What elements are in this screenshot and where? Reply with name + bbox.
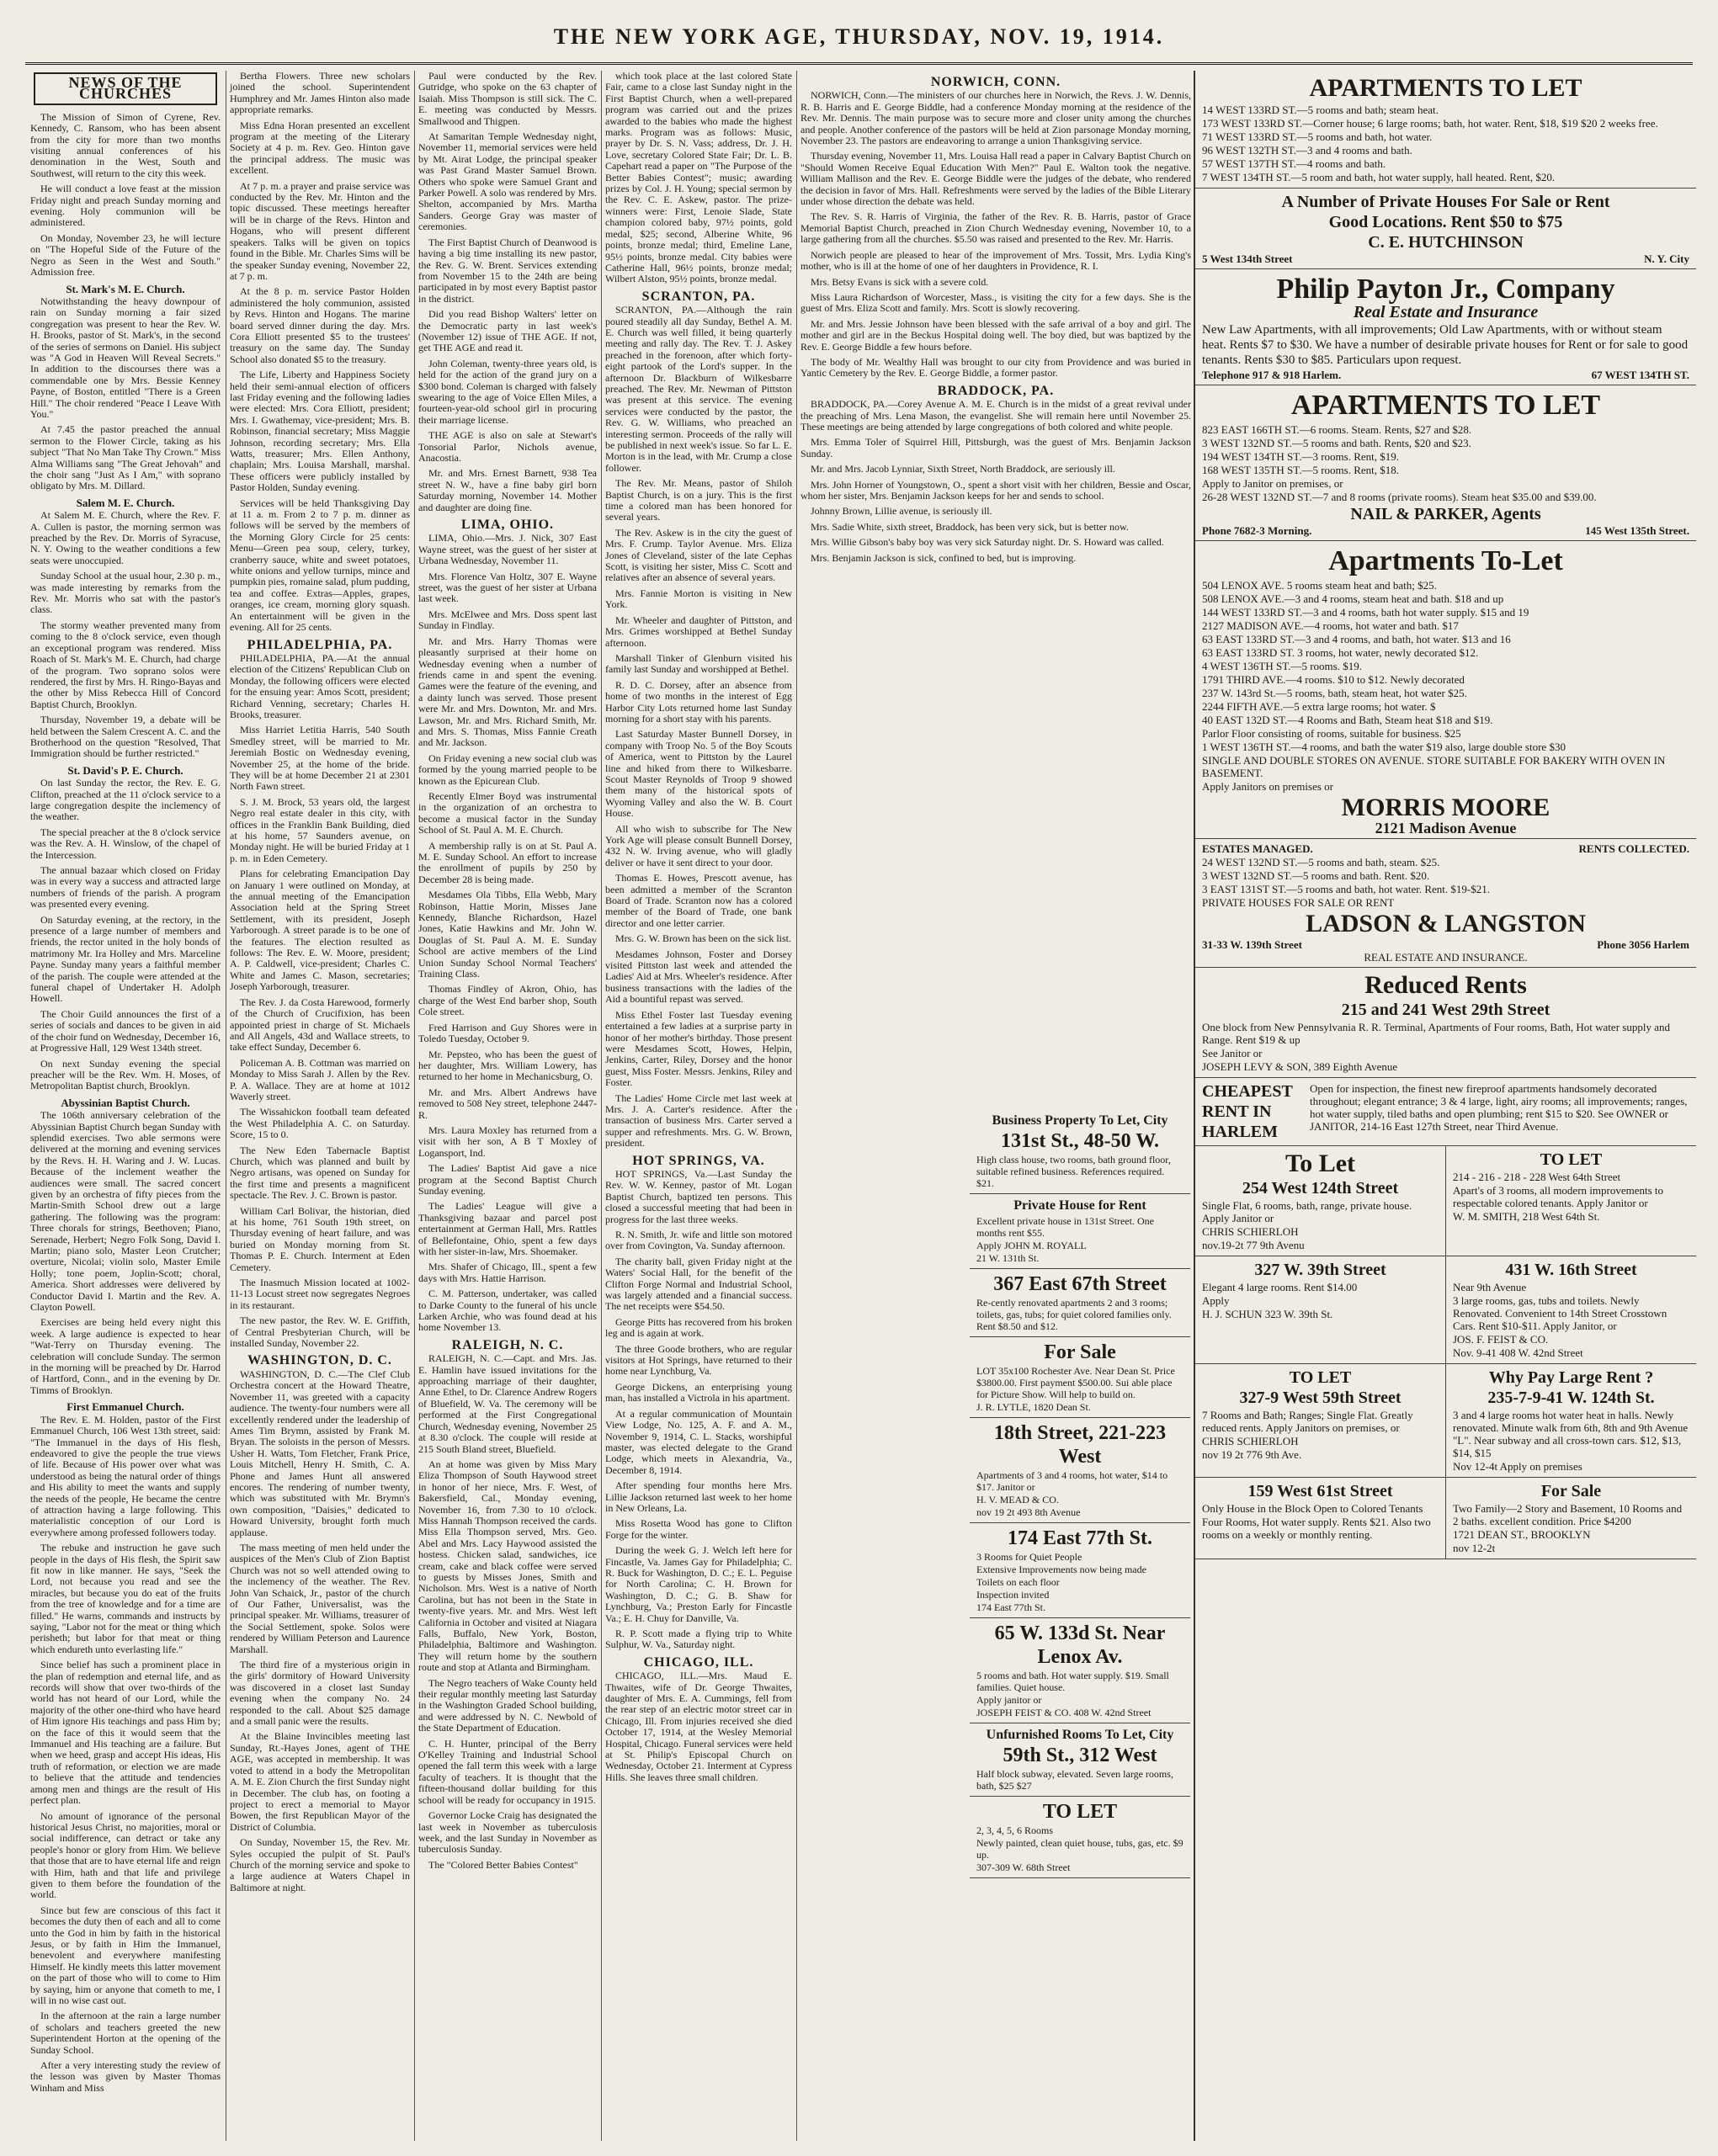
- article-paragraph: R. N. Smith, Jr. wife and little son motored over from Covington, Va. Sunday afternoon.: [605, 1229, 792, 1252]
- article-paragraph: The Inasmuch Mission located at 1002-11-13 Locust street now segregates Negroes in its restaurant.: [230, 1277, 410, 1311]
- ad-line: Single Flat, 6 rooms, bath, range, private house. Apply Janitor or: [1202, 1199, 1412, 1224]
- article-paragraph: Miss Rosetta Wood has gone to Clifton Forge for the winter.: [605, 1517, 792, 1541]
- article-paragraph: Mesdames Johnson, Foster and Dorsey visited Pittston last week and attended the Ladies' Aid at Mrs. Wheeler's residence. After business transactions with the ladies of the Aid a bountiful repast was served.: [605, 948, 792, 1006]
- article-paragraph: All who wish to subscribe for The New York Age will please consult Bunnell Dorsey, 432 N. W. Irving avenue, who will gladly deliver or have it sent direct to your door.: [605, 822, 792, 868]
- ad-line: J. R. LYTLE, 1820 Dean St.: [976, 1401, 1091, 1413]
- ad-title: For Sale: [1044, 1341, 1116, 1363]
- article-paragraph: Miss Laura Richardson of Worcester, Mass., is visiting the city for a few days. She is the guest of Mrs. Eliza Scott and family. Mrs. Scott is slowly recovering.: [800, 290, 1191, 315]
- article-paragraph: Mrs. Benjamin Jackson is sick, confined to bed, but is improving.: [811, 551, 1077, 564]
- article-heading: WASHINGTON, D. C.: [247, 1353, 392, 1368]
- ad-heading: Business Property To Let, City: [992, 1113, 1168, 1128]
- ad-line: 144 WEST 133RD ST.—3 and 4 rooms, bath hot water supply. $15 and 19: [1202, 606, 1529, 619]
- ad-line: Apply JOHN M. ROYALL: [976, 1240, 1087, 1251]
- masthead-text: THE NEW YORK AGE, THURSDAY, NOV. 19, 1914.: [553, 24, 1165, 49]
- classified-ad: [970, 1109, 1190, 1194]
- ad-line: 1721 DEAN ST., BROOKLYN: [1453, 1528, 1591, 1541]
- article-heading: RALEIGH, N. C.: [451, 1337, 564, 1352]
- article-paragraph: At a regular communication of Mountain View Lodge, No. 125, A. F. and A. M., November 9, 1914, C. L. Stacks, worshipful master, was elected delegate to the Grand Lodge, which meets in Alexandria, Va., December 8, 1914.: [605, 1407, 792, 1476]
- ad-line: 7 WEST 134TH ST.—5 room and bath, hot water supply, hall heated. Rent, $20.: [1202, 171, 1556, 183]
- ad-line: Open for inspection, the finest new fireproof apartments handsomely decorated throughout; elegant entrance; 3 & 4 large, light, airy rooms; all improvements; ranges, hot water supply, tiled baths and open plumbing; rent $15 to $20. See OWNER or JANITOR, 214-16 East 127th Street, near Third Avenue.: [1310, 1082, 1688, 1133]
- ad-line: CHRIS SCHIERLOH: [1202, 1435, 1299, 1447]
- article-paragraph: At Samaritan Temple Wednesday night, November 11, memorial services were held by Mt. Airat Lodge, the principal speaker was Past Grand Master Samuel Brown. Others who spoke were Samuel Grant and Parker Powell. A solo was rendered by Mrs. Shelton, accompanied by Mrs. Martha Sanders. George Gray was master of ceremonies.: [418, 130, 597, 233]
- ad-line: High class house, two rooms, bath ground floor, suitable refined business. References required. $21.: [976, 1154, 1171, 1189]
- article-paragraph: No amount of ignorance of the personal historical Jesus Christ, no majorities, moral or social indifference, can detract or take any people's honor or glory from Him. We believe that those that are to have eternal life and reign with Him, hath and that life and privilege given to them before the foundation of the world.: [30, 1809, 221, 1901]
- article-paragraph: At the 8 p. m. service Pastor Holden administered the holy communion, assisted by Revs. Hinton and Hogans. The marine board served dinner during the day. Mrs. Cora Elliott presented $5 to the trustees' treasury on the same day. The Sunday School also donated $5 to the treasury.: [230, 285, 410, 365]
- article-paragraph: Marshall Tinker of Glenburn visited his family last Sunday and worshipped at Bethel.: [605, 651, 792, 676]
- article-paragraph: Recently Elmer Boyd was instrumental in the organization of an orchestra to become a musical factor in the Sunday School of St. Paul A. M. E. Church.: [418, 789, 597, 836]
- article-paragraph: The new pastor, the Rev. W. E. Griffith, of Central Presbyterian Church, will be installed Sunday, November 22.: [230, 1314, 410, 1350]
- article-paragraph: The Ladies' League will give a Thanksgiving bazaar and parcel post entertainment at German Hall, Mrs. Rattles of Bellefontaine, Ohio, spent a few days with her sister-in-law, Mrs. Shoemaker.: [418, 1200, 597, 1257]
- column-4: [601, 71, 795, 2141]
- ad-line: 5 rooms and bath. Hot water supply. $19. Small families. Quiet house.: [976, 1670, 1169, 1693]
- article-paragraph: Mr. and Mrs. Jessie Johnson have been blessed with the safe arrival of a boy and girl. The mother and girl are in the Beckus Hospital doing well. The boy died, but was baptized by the Rev. E. George Biddle a few hours before.: [800, 317, 1191, 353]
- ad-line: JOS. F. FEIST & CO.: [1453, 1333, 1549, 1346]
- classified-ad: [970, 1523, 1190, 1618]
- ad-line: 24 WEST 132ND ST.—5 rooms and bath, steam. $25.: [1202, 856, 1440, 868]
- article-heading: LIMA, OHIO.: [460, 518, 555, 533]
- ad-line: 71 WEST 133RD ST.—5 rooms and bath, hot water.: [1202, 130, 1433, 143]
- ad-line: PRIVATE HOUSES FOR SALE OR RENT: [1202, 896, 1395, 909]
- article-paragraph: Mrs. Emma Toler of Squirrel Hill, Pittsburgh, was the guest of Mrs. Benjamin Jackson Sunday.: [800, 436, 1191, 459]
- ad-title: 18th Street, 221-223 West: [993, 1422, 1167, 1468]
- article-paragraph: Mr. and Mrs. Ernest Barnett, 938 Tea street N. W., have a fine baby girl born Saturday morning, November 14. Mother and daughter are doing fine.: [418, 467, 597, 513]
- ad-line: Inspection invited: [976, 1589, 1050, 1601]
- ad-line: 2, 3, 4, 5, 6 Rooms: [976, 1824, 1054, 1836]
- ad-line: Apartments of 3 and 4 rooms, hot water, $14 to $17. Janitor or: [976, 1469, 1168, 1493]
- article-paragraph: The special preacher at the 8 o'clock service was the Rev. A. H. Winslow, of the chapel of the Intercession.: [30, 826, 221, 861]
- ad-heading: Private House for Rent: [1013, 1198, 1146, 1213]
- article-paragraph: In the afternoon at the rain a large number of scholars and teachers greeted the new Superintendent Horton at the opening of the Sunday School.: [30, 2010, 221, 2056]
- ad-title: 59th St., 312 West: [1003, 1744, 1157, 1766]
- reduced-rents-ad: Reduced Rents 215 and 241 West 29th Street One block from New Pennsylvania R. R. Terminal, Apartments of Four rooms, Bath, Hot water supply and Range. Rent $19 & up See Janitor or JOSEPH LEVY & SON, 389 Eighth Avenue: [1195, 968, 1696, 1078]
- article-paragraph: S. J. M. Brock, 53 years old, the largest Negro real estate dealer in this city, with offices in the Franklin Bank Building, died at his home, 57 Saunders avenue, on Monday night. He will be buried Friday at 1 p. m. in Eden Cemetery.: [230, 795, 410, 864]
- ad-title: 131st St., 48-50 W.: [1000, 1130, 1160, 1152]
- article-heading: First Emmanuel Church.: [66, 1400, 184, 1414]
- ad-line: 21 W. 131th St.: [976, 1252, 1040, 1264]
- article-paragraph: Thursday evening, November 11, Mrs. Louisa Hall read a paper in Calvary Baptist Church on "Should Women Receive Equal Education With Men?" Paul E. Walton took the negative. William Mallison and the Rev. E. George Biddle were the judges of the debate, who rendered the decision in favor of Mrs. Hall. Refreshments were served by the ladies of the Bible Literary under whose direction the debate was held.: [800, 150, 1191, 208]
- ad-line: 57 WEST 137TH ST.—4 rooms and bath.: [1202, 157, 1386, 170]
- ad-line: 194 WEST 134TH ST.—3 rooms. Rent, $19.: [1202, 450, 1399, 463]
- article-paragraph: The First Baptist Church of Deanwood is having a big time installing its new pastor, the Rev. G. W. Brent. Services extending from November 15 to the 24th are being participated in by most every Baptist pastor in the district.: [418, 236, 597, 305]
- article-heading: Salem M. E. Church.: [76, 496, 175, 509]
- article-heading: SCRANTON, PA.: [641, 289, 756, 304]
- ad-line: 3 large rooms, gas, tubs and toilets. Newly Renovated. Convenient to 14th Street Crosstown Cars. Rent $10-$11. Apply Janitor, or: [1453, 1294, 1667, 1332]
- article-paragraph: The "Colored Better Babies Contest": [428, 1858, 578, 1871]
- article-paragraph: The New Eden Tabernacle Baptist Church, which was planned and built by Negro artisans, was opened on Sunday for the first time and presents a magnificent spectacle. The Rev. J. C. Brown is pastor.: [230, 1144, 410, 1202]
- article-paragraph: At the Blaine Invincibles meeting last Sunday, Rt.-Hayes Jones, agent of THE AGE, was accepted in membership. It was voted to attend in a body the Metropolitan A. M. E. Zion Church the first Sunday night in December. The club has, on footing a project to erect a memorial to Mayor Bowen, the first Republican Mayor of the District of Columbia.: [230, 1730, 410, 1833]
- news-of-the-churches-heading: NEWS OF THE CHURCHES: [34, 72, 217, 105]
- ladson-langston-ad: ESTATES MANAGED. RENTS COLLECTED. 24 WEST 132ND ST.—5 rooms and bath, steam. $25. 3 WEST 132ND ST.—5 rooms and bath. Rent. $20. 3 EAST 131ST ST.—5 rooms and bath, hot water. Rent. $19-$21. PRIVATE HOUSES FOR SALE OR RENT LADSON & LANGSTON 31-33 W. 139th Street Phone 3056 Harlem REAL ESTATE AND INSURANCE.: [1195, 839, 1696, 968]
- article-paragraph: Services will be held Thanksgiving Day at 11 a. m. From 2 to 7 p. m. dinner as follows will be served by the members of the Morning Glory Circle for 25 cents: Menu—Green pea soup, celery, turkey, cranberry sauce, white and sweet potatoes, white onions and yellow turnips, mince and pumpkin pies, romaine salad, plum pudding, tea and coffee. Extras—Apples, grapes, oranges, ice cream, morning glory squash. An entertainment will be given in the evening. All for 25 cents.: [230, 497, 410, 634]
- article-paragraph: Thomas E. Howes, Prescott avenue, has been admitted a member of the Scranton Board of Trade. Scranton now has a colored member of the Board of Trade, one bank director and one letter carrier.: [605, 872, 792, 929]
- article-paragraph: Mrs. Laura Moxley has returned from a visit with her son, A B T Moxley of Logansport, Ind.: [418, 1123, 597, 1159]
- article-paragraph: Thomas Findley of Akron, Ohio, has charge of the West End barber shop, South Cole street.: [418, 983, 597, 1018]
- ad-line: 63 EAST 133RD ST.—3 and 4 rooms, and bath, hot water. $13 and 16: [1202, 633, 1511, 645]
- ad-line: 168 WEST 135TH ST.—5 rooms. Rent, $18.: [1202, 464, 1399, 476]
- ad-line: 3 WEST 132ND ST.—5 rooms and bath. Rent. $20.: [1202, 869, 1430, 882]
- article-paragraph: LIMA, Ohio.—Mrs. J. Nick, 307 East Wayne street, was the guest of her sister at Urbana Wednesday, November 11.: [418, 532, 597, 567]
- article-paragraph: Bertha Flowers. Three new scholars joined the school. Superintendent Humphrey and Mr. James Hinton also made appropriate remarks.: [230, 71, 410, 116]
- ad-line: Two Family—2 Story and Basement, 10 Rooms and 2 baths. excellent condition. Price $4200: [1453, 1502, 1683, 1527]
- article-paragraph: At Salem M. E. Church, where the Rev. F. A. Cullen is pastor, the morning sermon was preached by the Rev. Dr. Morris of Syracuse, N. Y. Owing to the weather conditions a few seats were unoccupied.: [30, 509, 221, 566]
- article-paragraph: The Wissahickon football team defeated the West Philadelphia A. C. on Saturday. Score, 15 to 0.: [230, 1106, 410, 1141]
- article-paragraph: Sunday School at the usual hour, 2.30 p. m., was made interesting by remarks from the Rev. Mr. Morris who sat with the pastor's class.: [30, 570, 221, 616]
- article-paragraph: Plans for celebrating Emancipation Day on January 1 were outlined on Monday, at the annual meeting of the Emancipation Association held at the Spring Street Settlement, with its president, Joseph Yarborough. A street parade is to be one of the features. The election resulted as follows: The Rev. E. W. Moore, president; A. P. Caldwell, vice-president; Charles C. White and James C. Mason, secretaries; Joseph Yarborough, treasurer.: [230, 868, 410, 993]
- ad-line: Only House in the Block Open to Colored Tenants: [1202, 1502, 1423, 1515]
- article-paragraph: Mrs. Willie Gibson's baby boy was very sick Saturday night. Dr. S. Howard was called.: [811, 536, 1164, 549]
- to-let-west-64th-ad: TO LET 214 - 216 - 218 - 228 West 64th Street Apart's of 3 rooms, all modern improvements to respectable colored tenants. Apply Janitor or W. M. SMITH, 218 West 64th St.: [1445, 1146, 1696, 1256]
- ad-line: 2127 MADISON AVE.—4 rooms, hot water and bath. $17: [1202, 619, 1459, 632]
- column-5-lower: [796, 1109, 972, 2141]
- ad-line: Half block subway, elevated. Seven large rooms, bath, $25 $27: [976, 1768, 1173, 1792]
- ad-line: 307-309 W. 68th Street: [976, 1861, 1071, 1873]
- ad-line: 3 EAST 131ST ST.—5 rooms and bath, hot water. Rent. $19-$21.: [1202, 883, 1490, 895]
- ad-line: JOSEPH FEIST & CO. 408 W. 42nd Street: [976, 1707, 1152, 1718]
- article-paragraph: Norwich people are pleased to hear of the improvement of Mrs. Tossit, Mrs. Lydia King's mother, who is ill at the home of one of her daughters in Providence, R. I.: [800, 248, 1191, 273]
- to-let-254-west-124th-ad: To Let 254 West 124th Street Single Flat, 6 rooms, bath, range, private house. Apply Janitor or CHRIS SCHIERLOH nov.19-2t 77 9th Avenu: [1195, 1146, 1445, 1256]
- article-paragraph: An at home was given by Miss Mary Eliza Thompson of South Haywood street in honor of her niece, Mrs. F. West, of Bakersfield, Cal., Monday evening, November 16, from 7.30 to 10 o'clock. Miss Hannah Thompson received the cards. Miss Ella Thompson served, Mrs. Geo. Abel and Mrs. Lacy Haywood assisted the hostess. Chicken salad, sandwiches, ice cream, cake and black coffee were served to guests by Misses Jones, Smith and Nicholson. Mrs. West is a native of North Carolina, but has not been in the State in twenty-five years. Mr. and Mrs. West left California in October and visited at Niagara Falls, Buffalo, New York, Boston, Philadelphia, Baltimore and Washington. They will return home by the southern route and stop at Atlanta and Birmingham.: [418, 1458, 597, 1674]
- classified-ad: [970, 1797, 1190, 1878]
- ad-line: H. V. MEAD & CO.: [976, 1494, 1059, 1505]
- column-1: [30, 71, 224, 2141]
- ad-line: Apart's of 3 rooms, all modern improvements to respectable colored tenants. Apply Janitor or: [1453, 1184, 1664, 1209]
- article-heading: BRADDOCK, PA.: [937, 383, 1055, 398]
- column-2: [226, 71, 413, 2141]
- article-paragraph: BRADDOCK, PA.—Corey Avenue A. M. E. Church is in the midst of a great revival under the preaching of Mrs. Lena Mason, the evangelist. She will remain here until November 25. These meetings are being attended by large congregations of both colored and white people.: [800, 398, 1191, 433]
- article-paragraph: Did you read Bishop Walters' letter on the Democratic party in last week's (November 12) issue of THE AGE. If not, get THE AGE and read it.: [418, 308, 597, 354]
- article-paragraph: The Ladies' Home Circle met last week at Mrs. J. A. Carter's residence. After the transaction of business Mrs. Carter served a supper and refreshments. Mrs. G. W. Brown, president.: [605, 1091, 792, 1150]
- ad-line: Extensive Improvements now being made: [976, 1564, 1146, 1575]
- west-59th-street-ad: TO LET 327-9 West 59th Street 7 Rooms and Bath; Ranges; Single Flat. Greatly reduced rents. Apply Janitors on premises, or CHRIS SCHIERLOH nov 19 2t 776 9th Ave.: [1195, 1364, 1445, 1477]
- why-pay-large-rent-ad: Why Pay Large Rent ? 235-7-9-41 W. 124th St. 3 and 4 large rooms hot water heat in halls. Newly renovated. Minute walk from 6th, 8th and 9th Avenue "L". Near subway and all cross-town cars. $12, $13, $14, $15 Nov 12-4t Apply on premises: [1445, 1364, 1696, 1477]
- classified-ad: [970, 1269, 1190, 1337]
- column-5: [796, 71, 1194, 1106]
- ad-line: 174 East 77th St.: [976, 1601, 1046, 1613]
- ad-line: Apply Janitors on premises or: [1202, 780, 1333, 793]
- article-paragraph: PHILADELPHIA, PA.—At the annual election of the Citizens' Republican Club on Monday, the following officers were elected for the ensuing year: Amos Scott, president; Richard Venning, secretary; Charles H. Brooks, treasurer.: [230, 651, 410, 720]
- article-paragraph: Mr. and Mrs. Albert Andrews have removed to 508 Ney street, telephone 2447-R.: [418, 1086, 597, 1121]
- ad-line: Parlor Floor consisting of rooms, suitable for business. $25: [1202, 727, 1461, 740]
- article-paragraph: Thursday, November 19, a debate will be held between the Salem Crescent A. C. and the Brotherhood on the question "Resolved, That Immigration should be further restricted.": [30, 714, 221, 760]
- article-paragraph: Mrs. John Horner of Youngstown, O., spent a short visit with her children, Bessie and Oscar, whom her sister, Mrs. Benjamin Jackson keeps for her and sends to school.: [800, 478, 1191, 502]
- apartments-to-let-ad-1: APARTMENTS TO LET 14 WEST 133RD ST.—5 rooms and bath; steam heat. 173 WEST 133RD ST.—Corner house; 6 large rooms; bath, hot water. Rent, $18, $19 $20 2 weeks free. 71 WEST 133RD ST.—5 rooms and bath, hot water. 96 WEST 132TH ST.—3 and 4 rooms and bath. 57 WEST 137TH ST.—4 rooms and bath. 7 WEST 134TH ST.—5 room and bath, hot water supply, hall heated. Rent, $20.: [1195, 71, 1696, 189]
- article-paragraph: Mrs. Fannie Morton is visiting in New York.: [605, 587, 792, 611]
- private-houses-ad: A Number of Private Houses For Sale or Rent Good Locations. Rent $50 to $75 C. E. HUTCHINSON 5 West 134th Street N. Y. City: [1195, 189, 1696, 269]
- article-paragraph: Mr. Pepsteo, who has been the guest of her daughter, Mrs. William Lowery, has returned to her home in Mechanicsburg, O.: [418, 1048, 597, 1083]
- ad-line: 237 W. 143rd St.—5 rooms, bath, steam heat, hot water $25.: [1202, 687, 1467, 699]
- ad-line: Excellent private house in 131st Street. One months rent $55.: [976, 1215, 1154, 1239]
- article-paragraph: The Ladies' Baptist Aid gave a nice program at the Second Baptist Church Sunday evening.: [418, 1162, 597, 1197]
- article-paragraph: Mr. and Mrs. Jacob Lynniar, Sixth Street, North Braddock, are seriously ill.: [811, 463, 1115, 475]
- article-paragraph: Mrs. Shafer of Chicago, Ill., spent a few days with Mrs. Hattie Harrison.: [418, 1261, 597, 1284]
- article-paragraph: Since belief has such a prominent place in the plan of redemption and eternal life, and as records will show that over two-thirds of the world has not heard of our Lord, while the majority of the other one-third who have heard of Him ignore His teachings and pass Him by; on the face of this it would seem that the Immanuel and His teaching are a failure. But when we heed, grasp and accept His ideas, His truth of reformation, or election we are made to believe that the attitude and tendencies among men and things are the result of His perfect plan.: [30, 1659, 221, 1807]
- article-paragraph: The Rev. S. R. Harris of Virginia, the father of the Rev. R. B. Harris, pastor of Grace Memorial Baptist Church, preached in Zion Church Wednesday evening, November 10, to a large gathering from all the churches. $5.50 was raised and presented to the Rev. Mr. Harris.: [800, 210, 1191, 246]
- classified-ad: [970, 1194, 1190, 1269]
- ad-line: LOT 35x100 Rochester Ave. Near Dean St. Price $3800.00. First payment $500.00. Sui able place for Picture Show. Will help to build on.: [976, 1365, 1175, 1400]
- article-paragraph: On Friday evening a new social club was formed by the young married people to be known as the Epicurean Club.: [418, 751, 597, 787]
- article-paragraph: Notwithstanding the heavy downpour of rain on Sunday morning a fair sized congregation was present to hear the Rev. W. H. Brooks, pastor of St. Mark's, in the second of the series of sermons on Daniel. His subject was "A God in Heaven Will Reveal Secrets." In addition to the discourses there was a commendable one by Mrs. Bessie Kenney Payne, of Boston, entitled "There is a Green Hill." The choir rendered "Peace I Leave With You.": [30, 295, 221, 420]
- ad-line: Apply janitor or: [976, 1694, 1042, 1706]
- ad-line: nov 19 2t 776 9th Ave.: [1202, 1448, 1302, 1461]
- for-sale-dean-street-ad: For Sale Two Family—2 Story and Basement, 10 Rooms and 2 baths. excellent condition. Price $4200 1721 DEAN ST., BROOKLYN nov 12-2t: [1445, 1478, 1696, 1559]
- article-paragraph: Mesdames Ola Tibbs, Ella Webb, Mary Robinson, Hattie Morin, Misses Jane Kennedy, Blanche Richardson, Hazel Jones, Katie Hawkins and Mr. John W. Douglas of St. Paul A. M. E. Sunday School are active members of the Lind Union Sunday School Normal Teachers' Training Class.: [418, 889, 597, 980]
- article-paragraph: The Rev. E. M. Holden, pastor of the First Emmanuel Church, 106 West 13th street, said: "The Immanuel in the days of His flesh, endeavored to give the people the true views of life. Because of His power over what was understood as being the natural order of things and His ability to meet the wants and supply the needs of the people, He became the centre of attraction having a large following. This materialistic conception of our Lord is everywhere among professed followers today.: [30, 1413, 221, 1538]
- article-paragraph: RALEIGH, N. C.—Capt. and Mrs. Jas. E. Hamlin have issued invitations for the approaching marriage of their daughter, Anne Ethel, to Dr. Clarence Andrew Rogers of Bluefield, W. Va. The ceremony will be performed at the First Congregational Church, Wednesday evening, November 25 at 8.30 o'clock. The couple will reside at 215 South Bland street, Bluefield.: [418, 1352, 597, 1455]
- article-paragraph: Mrs. Florence Van Holtz, 307 E. Wayne street, was the guest of her sister at Urbana last week.: [418, 570, 597, 605]
- classified-ad: [970, 1418, 1190, 1523]
- article-paragraph: Johnny Brown, Lillie avenue, is seriously ill.: [811, 505, 992, 518]
- article-paragraph: After spending four months here Mrs. Lillie Jackson returned last week to her home in New Orleans, La.: [605, 1479, 792, 1514]
- ad-line: 96 WEST 132TH ST.—3 and 4 rooms and bath.: [1202, 144, 1412, 157]
- article-paragraph: The Life, Liberty and Happiness Society held their semi-annual election of officers last Friday evening and the following ladies were elected: Mrs. Cora Elliott, president; Mrs. I. Gwathemay, vice-president; Mrs. B. Robinson, financial secretary; Miss Maggie Johnson, recording secretary; Mrs. Ella Watts, treasurer; Mrs. Ellen Anthony, chaplain; Mrs. Louisa Marshall, marshal. These officers were publicly installed by Pastor Holden, Sunday evening.: [230, 369, 410, 494]
- article-heading: NORWICH, CONN.: [930, 75, 1061, 89]
- article-paragraph: Miss Harriet Letitia Harris, 540 South Smedley street, will be married to Mr. Jeremiah Bostic on Wednesday evening, November 25, at the home of the bride. They will be at home December 21 at 2301 North Fawn street.: [230, 724, 410, 793]
- article-paragraph: The Rev. Mr. Means, pastor of Shiloh Baptist Church, is on a jury. This is the first time a colored man has been honored for several years.: [605, 477, 792, 523]
- ad-line: H. J. SCHUN 323 W. 39th St.: [1202, 1308, 1333, 1320]
- article-paragraph: The rebuke and instruction he gave such people in the days of His flesh, the Spirit saw fit now in like manner. He says, "Seek the Lord, not because you read and see the miracles, but because you do eat of the fruits from the tree of knowledge and for a time are filled." He warns, commands and instructs by saying, "Labor not for the meat or thing which perisheth; but labor for that meat or thing which endureth unto everlasting life.": [30, 1542, 221, 1655]
- article-paragraph: The body of Mr. Wealthy Hall was brought to our city from Providence and was buried in Yantic Cemetery by the Rev. E. George Biddle, a former pastor.: [800, 355, 1191, 380]
- article-paragraph: Paul were conducted by the Rev. Gutridge, who spoke on the 63 chapter of Isaiah. Miss Thompson is still sick. The C. E. meeting was conducted by Messrs. Smallwood and Thigpen.: [418, 71, 597, 127]
- article-paragraph: The three Goode brothers, who are regular visitors at Hot Springs, have returned to their home near Lynchburg, Va.: [605, 1342, 792, 1378]
- article-paragraph: Mrs. Sadie White, sixth street, Braddock, has been very sick, but is better now.: [811, 520, 1129, 533]
- apartments-to-let-ad-3: Apartments To-Let 504 LENOX AVE. 5 rooms steam heat and bath; $25. 508 LENOX AVE.—3 and 4 rooms, steam heat and bath. $18 and up 144 WEST 133RD ST.—3 and 4 rooms, bath hot water supply. $15 and 19 2127 MADISON AVE.—4 rooms, hot water and bath. $17 63 EAST 133RD ST.—3 and 4 rooms, and bath, hot water. $13 and 16 63 EAST 133RD ST. 3 rooms, hot water, newly decorated $12. 4 WEST 136TH ST.—5 rooms. $19. 1791 THIRD AVE.—4 rooms. $10 to $12. Newly decorated 237 W. 143rd St.—5 rooms, bath, steam heat, hot water $25. 2244 FIFTH AVE.—5 extra large rooms; hot water. $ 40 EAST 132D ST.—4 Rooms and Bath, Steam heat $18 and $19. Parlor Floor consisting of rooms, suitable for business. $25 1 WEST 136TH ST.—4 rooms, and bath the water $19 also, large double store $30 SINGLE AND DOUBLE STORES ON AVENUE. STORE SUITABLE FOR BAKERY WITH OVEN IN BASEMENT. Apply Janitors on premises or MORRIS MOORE 2121 Madison Avenue: [1195, 541, 1696, 839]
- ad-line: 214 - 216 - 218 - 228 West 64th Street: [1453, 1171, 1621, 1183]
- article-paragraph: On Sunday, November 15, the Rev. Mr. Syles occupied the pulpit of St. Paul's Church of the morning service and spoke to a large audience at Waters Chapel in Baltimore at night.: [230, 1836, 410, 1893]
- article-paragraph: CHICAGO, ILL.—Mrs. Maud E. Thwaites, wife of Dr. George Thwaites, daughter of Mrs. E. A. Cummings, fell from the rear step of an electric motor street car in Chicago, Ill. From injuries received she died October 17, 1914, at the Wesley Memorial Hospital, Chicago. Funeral services were held at St. Philip's Episcopal Church on Wednesday, October 21. Interment at Cypress Hills. She leaves three small children.: [605, 1670, 792, 1783]
- article-paragraph: The annual bazaar which closed on Friday was in every way a success and attracted large numbers of friends of the parish. A program was presented every evening.: [30, 864, 221, 911]
- ad-line: CHRIS SCHIERLOH: [1202, 1225, 1299, 1238]
- classified-ad: [970, 1618, 1190, 1723]
- article-paragraph: A membership rally is on at St. Paul A. M. E. Sunday School. An effort to increase the enrollment of pupils by 250 by December 28 is being made.: [418, 839, 597, 885]
- article-paragraph: On Monday, November 23, he will lecture on "The Hopeful Side of the Future of the Negro as Seen in the West and South." Admission free.: [30, 231, 221, 279]
- article-paragraph: The mass meeting of men held under the auspices of the Men's Club of Zion Baptist Church was not so well attended owing to the inclemency of the weather. The Rev. John Van Schaick, Jr., pastor of the church of Our Father, Universalist, was the principal speaker. Mr. Williams, treasurer of the Social Settlement, spoke. Solos were rendered by William Peterson and Laurence Marshall.: [230, 1541, 410, 1655]
- ad-line: Newly painted, clean quiet house, tubs, gas, etc. $9 up.: [976, 1837, 1183, 1861]
- classified-ad: [970, 1337, 1190, 1418]
- article-paragraph: George Pitts has recovered from his broken leg and is again at work.: [605, 1315, 792, 1340]
- article-paragraph: Last Saturday Master Bunnell Dorsey, in company with Troop No. 5 of the Boy Scouts of America, went to Pittston by the Laurel line and hiked from there to Wilkesbarre. Scout Master Reynolds of Troop 9 showed them many of the historical spots of Wyoming Valley and also the W. B. Court House.: [605, 728, 792, 820]
- article-paragraph: After a very interesting study the review of the lesson was given by Master Thomas Winham and Miss: [30, 2059, 221, 2094]
- philip-payton-ad: Philip Payton Jr., Company Real Estate and Insurance New Law Apartments, with all improvements; Old Law Apartments, with or without steam heat. Rents $7 to $30. We have a number of desirable private houses for Rent or for sale to good tenants. Rents $30 to $85. Particulars upon request. Telephone 917 & 918 Harlem. 67 WEST 134TH ST.: [1195, 269, 1696, 385]
- ad-line: 823 EAST 166TH ST.—6 rooms. Steam. Rents, $27 and $28.: [1202, 423, 1472, 436]
- article-paragraph: On next Sunday evening the special preacher will be the Rev. Wm. H. Moses, of Metropolitan Baptist church, Brooklyn.: [30, 1057, 221, 1092]
- ad-line: New Law Apartments, with all improvements; Old Law Apartments, with or without steam heat. Rents $7 to $30. We have a number of desirable private houses for Rent or for sale to good tenants. Rents $30 to $85. Particulars upon request.: [1202, 323, 1689, 367]
- article-paragraph: He will conduct a love feast at the mission Friday night and preach Sunday morning and evening. Holy communion will be administered.: [30, 183, 221, 229]
- ad-line: 63 EAST 133RD ST. 3 rooms, hot water, newly decorated $12.: [1202, 646, 1479, 659]
- apartments-to-let-ad-2: APARTMENTS TO LET 823 EAST 166TH ST.—6 rooms. Steam. Rents, $27 and $28. 3 WEST 132ND ST.—5 rooms and bath. Rents, $20 and $23. 194 WEST 134TH ST.—3 rooms. Rent, $19. 168 WEST 135TH ST.—5 rooms. Rent, $18. Apply to Janitor on premises, or 26-28 WEST 132ND ST.—7 and 8 rooms (private rooms). Steam heat $35.00 and $39.00. NAIL & PARKER, Agents Phone 7682-3 Morning. 145 West 135th Street.: [1195, 385, 1696, 541]
- ad-title: 367 East 67th Street: [993, 1273, 1167, 1295]
- article-paragraph: Miss Ethel Foster last Tuesday evening entertained a few ladies at a surprise party in honor of her mother's birthday. Those present were Mesdames Scott, Howes, Helpin, Jenkins, Carter, Riley, Dorsey and the honor guest, Miss Foster. Messrs. Jenkins, Riley and Foster.: [605, 1008, 792, 1089]
- article-paragraph: Exercises are being held every night this week. A large audience is expected to hear "Wat-Terry on Thursday evening. The celebration will conclude Sunday. The sermon in the morning will be preached by Dr. Harrod of Hartford, Conn., and in the evening by Dr. Timms of Brooklyn.: [30, 1316, 221, 1396]
- article-paragraph: Governor Locke Craig has designated the last week in November as tuberculosis week, and the last Sunday in November as tuberculosis Sunday.: [418, 1809, 597, 1856]
- ad-line: nov 12-2t: [1453, 1542, 1496, 1554]
- article-paragraph: Mrs. McElwee and Mrs. Doss spent last Sunday in Findlay.: [418, 608, 597, 632]
- ad-line: Re-cently renovated apartments 2 and 3 rooms; toilets, gas, tubs; for quiet colored families only. Rent $8.50 and $12.: [976, 1297, 1172, 1332]
- ad-line: Four Rooms, Hot water supply. Rents $21. Also two rooms on a weekly or monthly renting.: [1202, 1516, 1431, 1541]
- article-paragraph: The third fire of a mysterious origin in the girls' dormitory of Howard University was discovered in a closet last Sunday evening when the company No. 24 responded to the call. About $25 damage and a small panic were the results.: [230, 1659, 410, 1728]
- ad-line: 14 WEST 133RD ST.—5 rooms and bath; steam heat.: [1202, 104, 1439, 116]
- ad-line: 2244 FIFTH AVE.—5 extra large rooms; hot water. $: [1202, 700, 1436, 713]
- article-heading: HOT SPRINGS, VA.: [632, 1153, 765, 1168]
- ad-line: 26-28 WEST 132ND ST.—7 and 8 rooms (private rooms). Steam heat $35.00 and $39.00.: [1202, 491, 1597, 503]
- article-paragraph: Miss Edna Horan presented an excellent program at the meeting of the Literary Society at 4 p. m. Rev. Geo. Hinton gave the principal address. The music was excellent.: [230, 119, 410, 177]
- ad-line: Nov. 9-41 408 W. 42nd Street: [1453, 1346, 1583, 1359]
- ad-line: Toilets on each floor: [976, 1576, 1060, 1588]
- article-paragraph: George Dickens, an enterprising young man, has installed a Victrola in his apartment.: [605, 1380, 792, 1405]
- ad-line: 7 Rooms and Bath; Ranges; Single Flat. Greatly reduced rents. Apply Janitors on premises, or: [1202, 1409, 1413, 1434]
- ad-title: TO LET: [1042, 1801, 1118, 1823]
- article-heading: St. David's P. E. Church.: [67, 763, 184, 777]
- article-paragraph: Since but few are conscious of this fact it becomes the duty then of each and all to come unto the God in him by faith in the historical Jesus, or by faith in Him the Immanuel, benevolent and everywhere manifesting Himself. He kindly meets this latter movement on the part of those who will to come to Him by saying, him or anyone that cometh to me, I will in no wise cast out.: [30, 1904, 221, 2006]
- article-paragraph: The Choir Guild announces the first of a series of socials and dances to be given in aid of the choir fund on Wednesday, December 16, at Progressive Hall, 129 West 134th street.: [30, 1007, 221, 1054]
- classified-ad: [970, 1723, 1190, 1797]
- article-paragraph: Mrs. G. W. Brown has been on the sick list.: [615, 932, 791, 945]
- article-heading: CHICAGO, ILL.: [643, 1654, 754, 1670]
- article-paragraph: Fred Harrison and Guy Shores were in Toledo Tuesday, October 9.: [418, 1021, 597, 1045]
- article-heading: St. Mark's M. E. Church.: [66, 282, 185, 295]
- article-paragraph: NORWICH, Conn.—The ministers of our churches here in Norwich, the Revs. J. W. Dennis, R. B. Harris and E. George Biddle, had a conference Monday morning at the residence of the Rev. Mr. Dennis. The main purpose was to secure more and closer unity among the churches and people. Another conference of the pastors will be held at Zion parsonage Monday morning, November 23. The pastors are endeavoring to arrange a union Thanksgiving service.: [800, 89, 1191, 147]
- article-paragraph: The Negro teachers of Wake County held their regular monthly meeting last Saturday in the Washington Graded School building, and were addressed by N. C. Newbold of the State Department of Education.: [418, 1676, 597, 1734]
- west-16th-street-ad: 431 W. 16th Street Near 9th Avenue 3 large rooms, gas, tubs and toilets. Newly Renovated. Convenient to 14th Street Crosstown Cars. Rent $10-$11. Apply Janitor, or JOS. F. FEIST & CO. Nov. 9-41 408 W. 42nd Street: [1445, 1256, 1696, 1363]
- article-paragraph: SCRANTON, PA.—Although the rain poured steadily all day Sunday, Bethel A. M. E. Church was well filled, it being quarterly meeting and rally day. The Rev. T. J. Askey preached in the forenoon, after which forty-eight partook of the Lord's supper. In the afternoon Dr. Blackburn of Wilkesbarre preached. The Rev. Mr. Newman of Pittston was present at this service. The evening services were conducted by the pastor, the Rev. G. W. Williams, who preached an interesting sermon. Proceeds of the rally will be published in next week's issue. So far L. E. Morton is in the lead, with Mr. Crump a close follower.: [605, 304, 792, 474]
- ad-line: Near 9th Avenue: [1453, 1281, 1527, 1293]
- cheapest-rent-ad: CHEAPEST RENT IN HARLEM Open for inspection, the finest new fireproof apartments handsomely decorated throughout; elegant entrance; 3 & 4 large, light, airy rooms; all improvements; ranges, hot water supply, tiled baths and open plumbing; rent $15 to $20. See OWNER or JANITOR, 214-16 East 127th Street, near Third Avenue.: [1195, 1078, 1696, 1146]
- ad-line: 1 WEST 136TH ST.—4 rooms, and bath the water $19 also, large double store $30: [1202, 741, 1566, 753]
- ad-line: One block from New Pennsylvania R. R. Terminal, Apartments of Four rooms, Bath, Hot water supply and Range. Rent $19 & up: [1202, 1021, 1670, 1046]
- west-39th-street-ad: 327 W. 39th Street Elegant 4 large rooms. Rent $14.00 Apply H. J. SCHUN 323 W. 39th St.: [1195, 1256, 1445, 1363]
- ad-line: Apply to Janitor on premises, or: [1202, 477, 1343, 490]
- article-paragraph: Policeman A. B. Cottman was married on Monday to Miss Sarah J. Allen by the Rev. P. A. Wallace. They are at home at 1012 Waverly street.: [230, 1056, 410, 1102]
- article-paragraph: C. H. Hunter, principal of the Berry O'Kelley Training and Industrial School opened the fall term this week with a large faculty of teachers. It is thought that the fifteen-thousand dollar building for this school will be ready for occupancy in 1915.: [418, 1737, 597, 1806]
- article-paragraph: The stormy weather prevented many from coming to the 8 o'clock service, even though an exceptional program was rendered. Miss Roach of St. Mark's M. E. Church, had charge of the program. Two soprano solos were rendered, the first by Mrs. H. Ringo-Bayas and the other by Miss Rebecca Hill of Concord Baptist Church, Brooklyn.: [30, 619, 221, 710]
- article-paragraph: R. D. C. Dorsey, after an absence from home of two months in the interest of Egg Harbor City Lots returned home last Sunday morning for a short stay with his parents.: [605, 678, 792, 725]
- ad-line: 508 LENOX AVE.—3 and 4 rooms, steam heat and bath. $18 and up: [1202, 592, 1504, 605]
- ad-line: Elegant 4 large rooms. Rent $14.00: [1202, 1281, 1358, 1293]
- ad-line: nov 19 2t 493 8th Avenue: [976, 1506, 1081, 1518]
- ad-line: 3 WEST 132ND ST.—5 rooms and bath. Rents, $20 and $23.: [1202, 437, 1471, 449]
- classified-ads-middle: [970, 1109, 1190, 1878]
- article-paragraph: On last Sunday the rector, the Rev. E. G. Clifton, preached at the 11 o'clock service to a large congregation despite the inclemency of the weather.: [30, 777, 221, 823]
- ad-line: 40 EAST 132D ST.—4 Rooms and Bath, Steam heat $18 and $19.: [1202, 714, 1493, 726]
- column-3: [414, 71, 600, 2141]
- ad-line: W. M. SMITH, 218 West 64th St.: [1453, 1210, 1600, 1223]
- classified-ads-right: [1194, 71, 1696, 2141]
- article-paragraph: The Mission of Simon of Cyrene, Rev. Kennedy, C. Ransom, who has been absent from the city for more than two months visiting annual conferences of his denomination in the West, South and Southwest, will return to the city this week.: [30, 110, 221, 179]
- ad-line: 504 LENOX AVE. 5 rooms steam heat and bath; $25.: [1202, 579, 1437, 592]
- article-paragraph: William Carl Bolivar, the historian, died at his home, 761 South 19th street, on Thursday evening of heart failure, and was buried on Monday morning from St. Thomas P. E. Church. Interment at Eden Cemetery.: [230, 1204, 410, 1273]
- ad-line: 3 Rooms for Quiet People: [976, 1551, 1082, 1563]
- ad-line: 173 WEST 133RD ST.—Corner house; 6 large rooms; bath, hot water. Rent, $18, $19 $20 2 weeks free.: [1202, 117, 1658, 130]
- article-paragraph: At 7 p. m. a prayer and praise service was conducted by the Rev. Mr. Hinton and the topic discussed. These meetings hereafter will be in charge of the Revs. Hinton and Hogans, who will present different speakers. Talks will be given on topics found in the Bible. Mr. Charles Sims will be the speaker Sunday evening, November 22, at 7 p. m.: [230, 179, 410, 282]
- article-paragraph: which took place at the last colored State Fair, came to a close last Sunday night in the First Baptist Church, when a well-prepared program was carried out and the prizes awarded to the babies who made the highest marks. Program was as follows: Music, prayer by Dr. S. N. Vass; address, Dr. J. H. Love, secretary Colored State Fair; Dr. L. B. Capehart read a paper on "The Purpose of the Better Babies Contest"; music; awarding prizes by Col. J. H. Young; special sermon by the Rev. C. E. Askew, pastor. The prize-winners were: First, Lenoie Slade, State champion colored baby, 97½ points, gold medal, $25; second, Alberine White, 96 points, bronze medal; third, Emeline Lane, 95½ points, bronze medal. City babies were Catherine Hall, 96½ points, bronze medal; Wilbert Alston, 95½ points, bronze medal.: [605, 71, 792, 285]
- ad-line: Nov 12-4t Apply on premises: [1453, 1460, 1582, 1473]
- article-paragraph: WASHINGTON, D. C.—The Clef Club Orchestra concert at the Howard Theatre, November 11, was greeted with a capacity audience. The twenty-four numbers were all excellently rendered under the leadership of Ames Tim Brymn, assisted by Frank M. Bryan. The soloists in the person of Messrs. Usher H. Watts, Tom Fletcher, Frank Price, Louis Mitchell, Henry H. Smith, C. A. Phone and James Hunt all answered encores. The rendering of number twenty, which was substituted with Mr. Brymn's own composition, "Daisies," dedicated to Howard University, brought forth much applause.: [230, 1367, 410, 1538]
- ad-title: 65 W. 133d St. Near Lenox Av.: [994, 1622, 1166, 1668]
- article-paragraph: HOT SPRINGS, Va.—Last Sunday the Rev. W. W. Kenney, pastor of Mt. Logan Baptist Church, baptized ten persons. This closed a successful meeting that had been in progress for the last three weeks.: [605, 1167, 792, 1225]
- article-heading: Abyssinian Baptist Church.: [61, 1096, 190, 1109]
- article-paragraph: The Rev. Askew is in the city the guest of Mrs. F. Crump. Taylor Avenue. Mrs. Eliza Jones of Cleveland, sister of the late Cephas Scott, is visiting her sister, Miss C. Scott and relatives after an absence of several years.: [605, 526, 792, 584]
- ad-line: SINGLE AND DOUBLE STORES ON AVENUE. STORE SUITABLE FOR BAKERY WITH OVEN IN BASEMENT.: [1202, 754, 1666, 779]
- article-paragraph: Mrs. Betsy Evans is sick with a severe cold.: [811, 275, 989, 288]
- article-paragraph: Mr. and Mrs. Harry Thomas were pleasantly surprised at their home on Wednesday evening when a number of friends came in and spent the evening. Games were the feature of the evening, and a dainty lunch was served. Those present were Mr. and Mrs. Downton, Mr. and Mrs. Lawson, Mr. and Mrs. Richard Smith, Mr. and Mrs. S. Thomas, Miss Fannie Creath and Mr. Jackson.: [418, 635, 597, 749]
- article-paragraph: John Coleman, twenty-three years old, is held for the action of the grand jury on a $300 bond. Coleman is charged with falsely swearing to the age of Voice Ellen Miles, a fourteen-year-old school girl in procuring their marriage license.: [418, 357, 597, 426]
- article-paragraph: On Saturday evening, at the rectory, in the presence of a large number of members and friends, the rector united in the holy bonds of matrimony Mr. Ira Holley and Mrs. Marceline Payne. Sunday many years a faithful member of the parish. The couple were attended at the funeral chapel of Undertaker H. Adolph Howell.: [30, 913, 221, 1005]
- ad-line: JOSEPH LEVY & SON, 389 Eighth Avenue: [1202, 1060, 1398, 1073]
- ad-line: 1791 THIRD AVE.—4 rooms. $10 to $12. Newly decorated: [1202, 673, 1465, 686]
- ad-line: nov.19-2t 77 9th Avenu: [1202, 1239, 1305, 1251]
- ad-line: 3 and 4 large rooms hot water heat in halls. Newly renovated. Minute walk from 6th, 8th and 9th Avenue "L". Near subway and all cross-town cars. $12, $13, $14, $15: [1453, 1409, 1689, 1459]
- article-paragraph: During the week G. J. Welch left here for Fincastle, Va. James Gay for Philadelphia; C. R. Buck for Washington, D. C.; E. L. Peguise for North Carolina; C. H. Brown for Washington, D. C.; G. B. Shaw for Lynchburg, Va.; Preston Early for Fincastle Va.; E. H. Chuy for Danville, Va.: [605, 1544, 792, 1624]
- ad-line: Apply: [1202, 1294, 1230, 1307]
- article-paragraph: At 7.45 the pastor preached the annual sermon to the Flower Circle, taking as his subject "That No Man Take Thy Crown." Miss Alma Williams sang "The Great Jehovah" and the choir sang "Just As I Am," with soprano obligato by Mrs. M. Dillard.: [30, 423, 221, 492]
- ad-line: 4 WEST 136TH ST.—5 rooms. $19.: [1202, 660, 1362, 672]
- ad-line: See Janitor or: [1202, 1047, 1263, 1059]
- article-paragraph: The Rev. J. da Costa Harewood, formerly of the Church of Crucifixion, has been appointed priest in charge of St. Michaels and All Angels, 43d and Wallace streets, to take effect Sunday, December 6.: [230, 996, 410, 1054]
- ad-title: 174 East 77th St.: [1007, 1527, 1153, 1549]
- article-paragraph: THE AGE is also on sale at Stewart's Tonsorial Parlor, Nichols avenue, Anacostia.: [418, 429, 597, 464]
- article-heading: PHILADELPHIA, PA.: [247, 637, 393, 652]
- article-paragraph: R. P. Scott made a flying trip to White Sulphur, W. Va., Saturday night.: [605, 1628, 792, 1651]
- masthead: [25, 12, 1693, 65]
- west-61st-street-ad: 159 West 61st Street Only House in the Block Open to Colored Tenants Four Rooms, Hot water supply. Rents $21. Also two rooms on a weekly or monthly renting.: [1195, 1478, 1445, 1559]
- article-paragraph: The charity ball, given Friday night at the Waters' Social Hall, for the benefit of the Clifton Forge Normal and Industrial School, was largely attended and a financial success. The net receipts were $54.50.: [605, 1255, 792, 1313]
- ad-heading: Unfurnished Rooms To Let, City: [986, 1728, 1174, 1742]
- article-paragraph: C. M. Patterson, undertaker, was called to Darke County to the funeral of his uncle Larken Archie, who was found dead at his home November 13.: [418, 1288, 597, 1334]
- article-paragraph: Mr. Wheeler and daughter of Pittston, and Mrs. Grimes worshipped at Bethel Sunday afternoon.: [605, 613, 792, 649]
- article-paragraph: The 106th anniversary celebration of the Abyssinian Baptist Church began Sunday with splendid exercises. Two able sermons were delivered at the morning and evening services by the Revs. H. H. Waring and J. W. Lucas. Because of the inclement weather the audiences were small. The sacred concert given by an orchestra of fifty pieces from the Martin-Smith School drew out a large gathering. The following was the program: Three chorals for strings, Beethoven; Piano, Serenade, Herbert; Negro Folk Song, David I. Martin; piano solo, Master Leon Crutcher; overture, Nicolai; violin solo, Master Emile Holly; tone poem, Joplin-Scott; choral, America. Short addresses were delivered by Conductor David I. Martin and the Rev. A. Clayton Powell.: [30, 1109, 221, 1314]
